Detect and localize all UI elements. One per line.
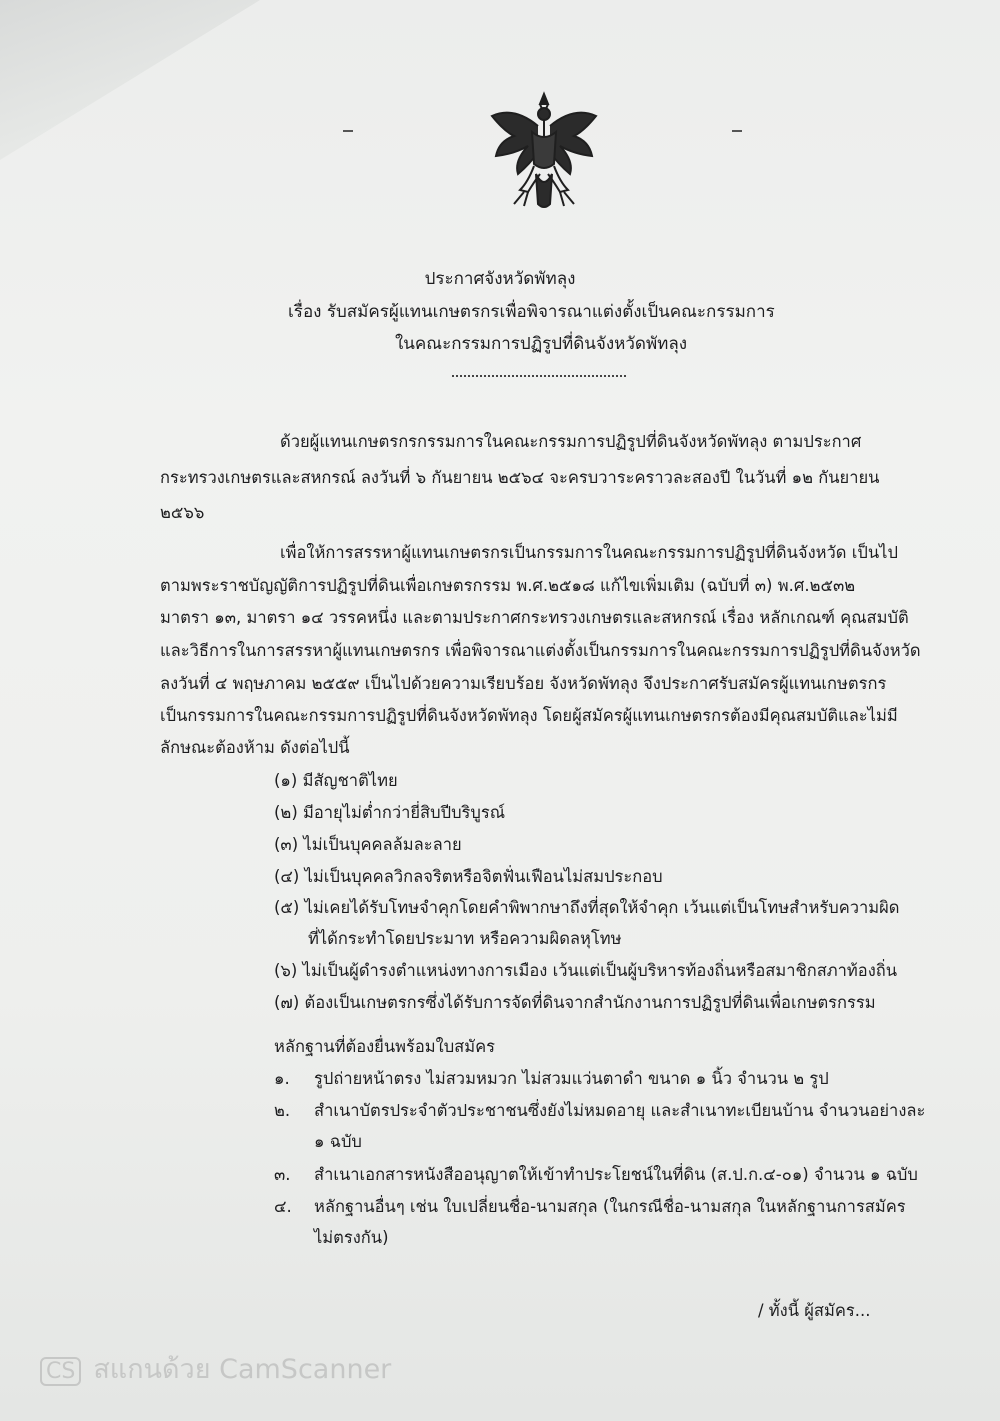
evidence-item: สำเนาบัตรประจำตัวประชาชนซึ่งยังไม่หมดอายุ และสำเนาทะเบียนบ้าน จำนวนอย่างละ: [314, 1101, 926, 1120]
evidence-item-cont: ๑ ฉบับ: [314, 1132, 362, 1151]
qualification-item: (๔) ไม่เป็นบุคคลวิกลจริตหรือจิตฟั่นเฟือนไม่สมประกอบ: [274, 867, 663, 886]
mark-right: [732, 130, 742, 132]
announcement-subject-line2: ในคณะกรรมการปฏิรูปที่ดินจังหวัดพัทลุง: [395, 334, 688, 354]
para1-line1: ด้วยผู้แทนเกษตรกรกรรมการในคณะกรรมการปฏิรูปที่ดินจังหวัดพัทลุง ตามประกาศ: [280, 432, 862, 451]
camscanner-logo-icon: CS: [40, 1357, 81, 1386]
page-fold-shadow: [0, 0, 260, 160]
announcement-title: ประกาศจังหวัดพัทลุง: [424, 269, 576, 289]
watermark-text: สแกนด้วย CamScanner: [93, 1354, 392, 1385]
para2-line3: มาตรา ๑๓, มาตรา ๑๔ วรรคหนึ่ง และตามประกาศกระทรวงเกษตรและสหกรณ์ เรื่อง หลักเกณฑ์ คุณสมบัติ: [160, 608, 909, 627]
qualification-item: (๗) ต้องเป็นเกษตรกรซึ่งได้รับการจัดที่ดินจากสำนักงานการปฏิรูปที่ดินเพื่อเกษตรกรรม: [274, 993, 876, 1012]
mark-left: [343, 130, 353, 132]
continuation-note: / ทั้งนี้ ผู้สมัคร...: [758, 1301, 871, 1320]
qualification-item: (๕) ไม่เคยได้รับโทษจำคุกโดยคำพิพากษาถึงที่สุดให้จำคุก เว้นแต่เป็นโทษสำหรับความผิด: [274, 898, 900, 917]
evidence-number: ๒.: [274, 1101, 291, 1120]
para2-line7: ลักษณะต้องห้าม ดังต่อไปนี้: [160, 738, 350, 757]
para2-line6: เป็นกรรมการในคณะกรรมการปฏิรูปที่ดินจังหวัดพัทลุง โดยผู้สมัครผู้แทนเกษตรกรต้องมีคุณสมบัติและไม่มี: [160, 706, 898, 725]
garuda-emblem-icon: [484, 86, 604, 216]
qualification-item: (๒) มีอายุไม่ต่ำกว่ายี่สิบปีบริบูรณ์: [274, 803, 506, 822]
para1-line2: กระทรวงเกษตรและสหกรณ์ ลงวันที่ ๖ กันยายน ๒๕๖๔ จะครบวาระคราวละสองปี ในวันที่ ๑๒ กันยายน: [160, 468, 880, 487]
evidence-item-cont: ไม่ตรงกัน): [314, 1228, 389, 1247]
evidence-item: รูปถ่ายหน้าตรง ไม่สวมหมวก ไม่สวมแว่นตาดำ ขนาด ๑ นิ้ว จำนวน ๒ รูป: [314, 1069, 829, 1088]
evidence-item: สำเนาเอกสารหนังสืออนุญาตให้เข้าทำประโยชน์ในที่ดิน (ส.ป.ก.๔-๐๑) จำนวน ๑ ฉบับ: [314, 1165, 918, 1184]
scanner-watermark: [40, 1347, 391, 1390]
qualification-item: (๓) ไม่เป็นบุคคลล้มละลาย: [274, 835, 462, 854]
qualification-item: (๖) ไม่เป็นผู้ดำรงตำแหน่งทางการเมือง เว้นแต่เป็นผู้บริหารท้องถิ่นหรือสมาชิกสภาท้องถิ่น: [274, 961, 898, 980]
para2-line4: และวิธีการในการสรรหาผู้แทนเกษตรกร เพื่อพิจารณาแต่งตั้งเป็นกรรมการในคณะกรรมการปฏิรูปที่ดินจังหวัด: [160, 641, 921, 660]
qualification-item-cont: ที่ได้กระทำโดยประมาท หรือความผิดลหุโทษ: [308, 929, 622, 948]
announcement-subject: เรื่อง รับสมัครผู้แทนเกษตรกรเพื่อพิจารณาแต่งตั้งเป็นคณะกรรมการ: [288, 302, 775, 322]
evidence-item: หลักฐานอื่นๆ เช่น ใบเปลี่ยนชื่อ-นามสกุล (ในกรณีชื่อ-นามสกุล ในหลักฐานการสมัคร: [314, 1197, 906, 1216]
evidence-number: ๑.: [274, 1069, 290, 1088]
evidence-number: ๓.: [274, 1165, 291, 1184]
para2-line1: เพื่อให้การสรรหาผู้แทนเกษตรกรเป็นกรรมการในคณะกรรมการปฏิรูปที่ดินจังหวัด เป็นไป: [280, 543, 898, 562]
para1-line3: ๒๕๖๖: [160, 503, 205, 522]
para2-line2: ตามพระราชบัญญัติการปฏิรูปที่ดินเพื่อเกษตรกรรม พ.ศ.๒๕๑๘ แก้ไขเพิ่มเติม (ฉบับที่ ๓) พ.ศ.๒๕๓๒: [160, 576, 856, 595]
para2-line5: ลงวันที่ ๔ พฤษภาคม ๒๕๕๙ เป็นไปด้วยความเรียบร้อย จังหวัดพัทลุง จึงประกาศรับสมัครผู้แทนเกษตรกร: [160, 674, 887, 693]
evidence-heading: หลักฐานที่ต้องยื่นพร้อมใบสมัคร: [274, 1037, 496, 1056]
evidence-number: ๔.: [274, 1197, 292, 1216]
dotted-separator: [452, 369, 626, 377]
qualification-item: (๑) มีสัญชาติไทย: [274, 771, 398, 790]
